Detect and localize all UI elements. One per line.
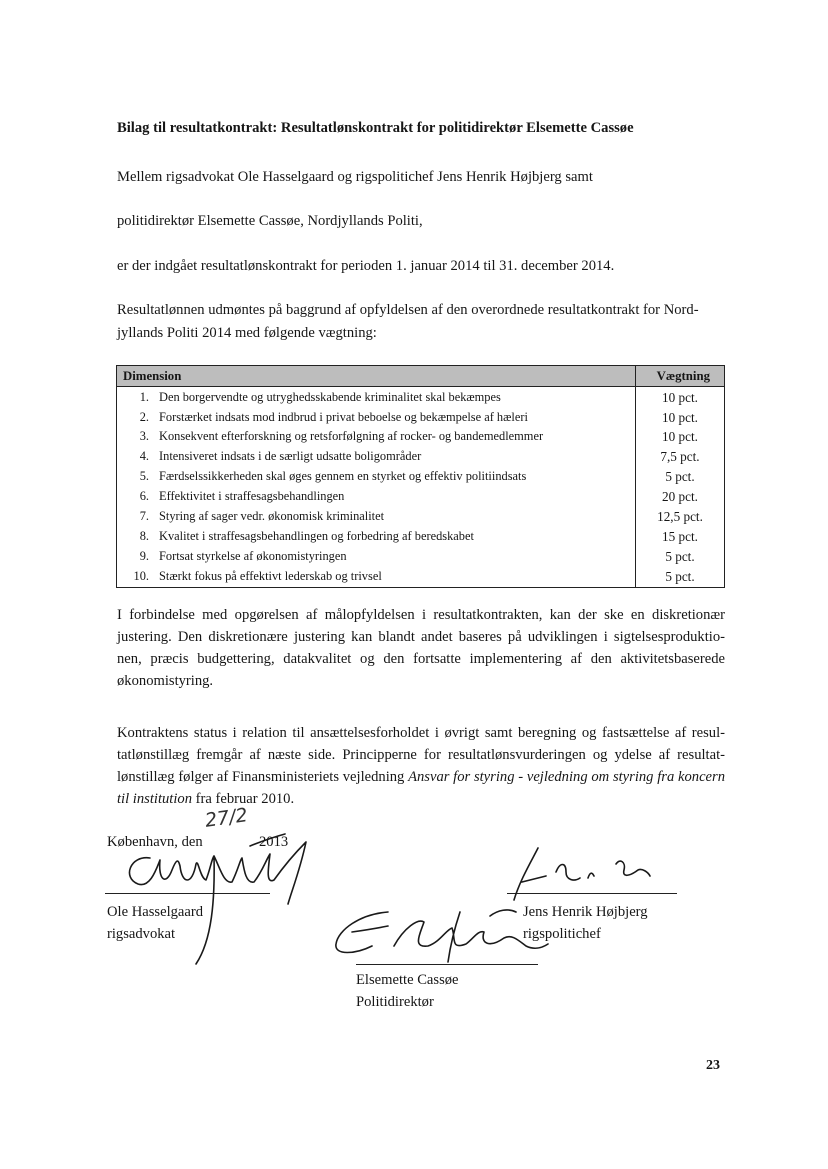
row-number: 7. <box>139 509 149 524</box>
table-header-dimension: Dimension <box>117 366 636 387</box>
row-number: 3. <box>139 429 149 444</box>
row-weight: 10 pct. <box>636 387 725 408</box>
row-weight: 5 pct. <box>636 467 725 487</box>
row-dimension: Stærkt fokus på effektivt lederskab og trivsel <box>159 569 382 584</box>
center-signatory-name: Elsemette Cassøe <box>356 972 459 988</box>
paragraph-discretionary-adjustment: I forbindelse med opgørelsen af målopfyldelsen i resultatkontrakten, kan der ske en diskretionær justering. Den diskretionære justering kan blandt andet baseres på udviklingen i sigtelsesproduktio- nen, præcis budgettering, datakvalitet og den fortsatte implementering af den aktivitetsbaserede økonomistyring. <box>117 607 725 689</box>
row-number: 1. <box>139 389 149 404</box>
row-dimension: Konsekvent efterforskning og retsforfølgning af rocker- og bandemedlemmer <box>159 429 544 444</box>
row-number: 9. <box>139 549 149 564</box>
signature-center <box>336 910 548 962</box>
intro-line-director: politidirektør Elsemette Cassøe, Nordjyllands Politi, <box>117 213 423 229</box>
row-dimension: Kvalitet i straffesagsbehandlingen og forbedring af beredskabet <box>159 529 474 544</box>
row-number: 2. <box>139 409 149 424</box>
row-dimension: Forstærket indsats mod indbrud i privat beboelse og bekæmpelse af hæleri <box>159 409 528 424</box>
document-title: Bilag til resultatkontrakt: Resultatlønskontrakt for politidirektør Elsemette Cassøe <box>117 120 634 136</box>
paragraph-contract-status-end: fra februar 2010. <box>192 791 295 807</box>
year-label: 2013 <box>259 834 289 850</box>
row-dimension: Styring af sager vedr. økonomisk kriminalitet <box>159 509 385 524</box>
intro-line-period: er der indgået resultatlønskontrakt for perioden 1. januar 2014 til 31. december 2014. <box>117 258 615 274</box>
signature-left-date-stroke <box>250 834 285 846</box>
row-number: 4. <box>139 449 149 464</box>
row-dimension: Fortsat styrkelse af økonomistyringen <box>159 549 347 564</box>
right-signatory-title: rigspolitichef <box>523 926 601 942</box>
left-signatory-name: Ole Hasselgaard <box>107 904 204 920</box>
signature-right <box>514 848 650 900</box>
row-dimension: Den borgervendte og utryghedsskabende kriminalitet skal bekæmpes <box>159 389 501 404</box>
place-date-label: København, den <box>107 834 203 850</box>
page-number: 23 <box>706 1058 720 1073</box>
row-dimension: Færdselssikkerheden skal øges gennem en styrket og effektiv politiindsats <box>159 469 527 484</box>
row-number: 10. <box>133 569 149 584</box>
row-weight: 15 pct. <box>636 527 725 547</box>
signature-left <box>129 842 306 964</box>
row-dimension: Effektivitet i straffesagsbehandlingen <box>159 489 345 504</box>
row-dimension: Intensiveret indsats i de særligt udsatte boligområder <box>159 449 422 464</box>
row-number: 6. <box>139 489 149 504</box>
intro-line-basis: Resultatlønnen udmøntes på baggrund af opfyldelsen af den overordnede resultatkontrakt for Nord- <box>117 302 699 318</box>
guideline-title: Ansvar for styring - vejledning om styring fra koncern til institution <box>117 769 725 807</box>
row-weight: 10 pct. <box>636 427 725 447</box>
row-weight: 7,5 pct. <box>636 447 725 467</box>
table-header-weight: Vægtning <box>636 366 725 387</box>
row-number: 8. <box>139 529 149 544</box>
row-weight: 5 pct. <box>636 547 725 567</box>
intro-line-parties: Mellem rigsadvokat Ole Hasselgaard og rigspolitichef Jens Henrik Højbjerg samt <box>117 169 593 185</box>
row-weight: 12,5 pct. <box>636 507 725 527</box>
center-signatory-title: Politidirektør <box>356 994 434 1010</box>
left-signatory-title: rigsadvokat <box>107 926 176 942</box>
intro-line-weighting: jyllands Politi 2014 med følgende vægtning: <box>117 325 377 341</box>
right-signatory-name: Jens Henrik Højbjerg <box>523 904 648 920</box>
row-weight: 20 pct. <box>636 487 725 507</box>
row-weight: 5 pct. <box>636 567 725 587</box>
paragraph-contract-status-text: Kontraktens status i relation til ansættelsesforholdet i øvrigt samt beregning og fastsættelse af resul- tatlønstillæg fremgår af næste side. Principperne for resultatlønsvurderingen og ydelse af resultat- lønstillæg følger af Finansministeriets vejledning <box>117 725 725 785</box>
row-number: 5. <box>139 469 149 484</box>
handwritten-date: 27/2 <box>203 804 249 832</box>
row-weight: 10 pct. <box>636 407 725 427</box>
